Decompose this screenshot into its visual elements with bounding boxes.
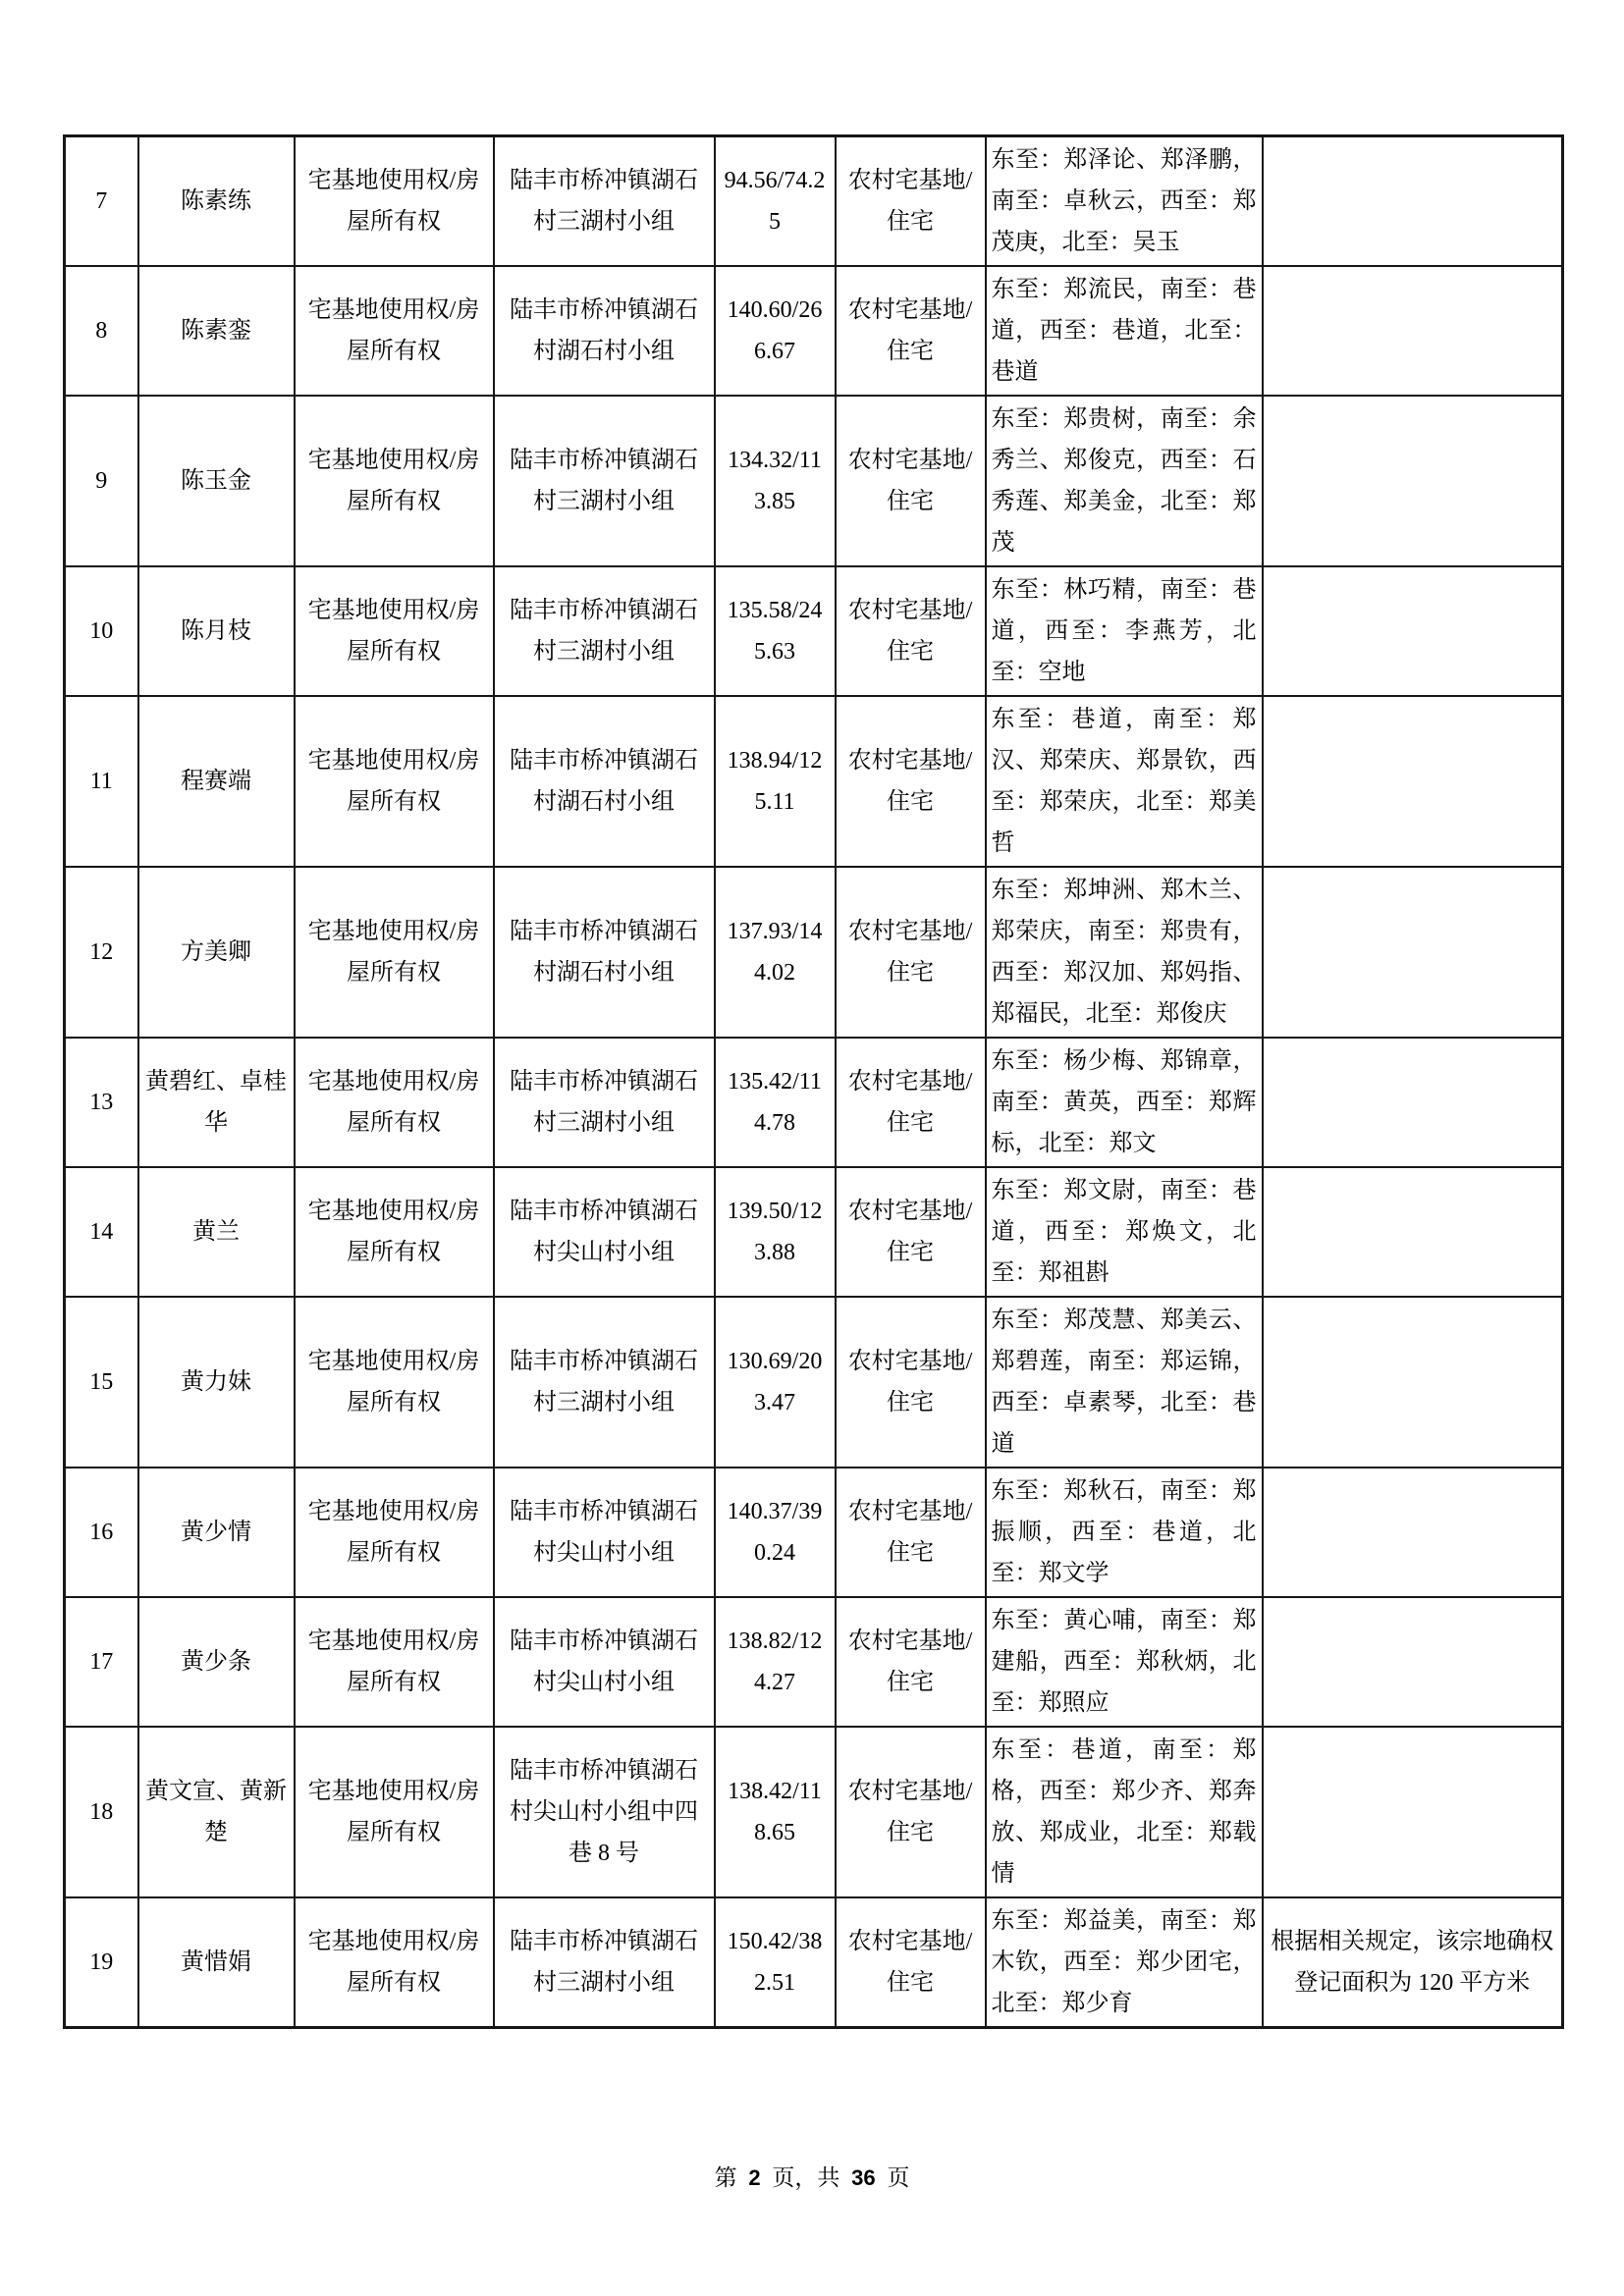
footer-total-pages: 36 [851, 2165, 876, 2190]
table-row [65, 1727, 1563, 1897]
cell-area: 138.94/125.11 [715, 696, 836, 867]
cell-owner-name: 陈月枝 [138, 566, 295, 696]
cell-location: 陆丰市桥冲镇湖石村尖山村小组中四巷 8 号 [494, 1727, 715, 1897]
table-row [65, 566, 1563, 696]
cell-area: 137.93/144.02 [715, 867, 836, 1038]
cell-rights-type: 宅基地使用权/房屋所有权 [295, 1167, 494, 1297]
cell-rights-type: 宅基地使用权/房屋所有权 [295, 1597, 494, 1727]
cell-remark [1263, 566, 1563, 696]
cell-seq: 14 [65, 1167, 138, 1297]
cell-owner-name: 黄兰 [138, 1167, 295, 1297]
cell-seq: 7 [65, 136, 138, 267]
cell-remark [1263, 696, 1563, 867]
cell-area: 138.82/124.27 [715, 1597, 836, 1727]
cell-rights-type: 宅基地使用权/房屋所有权 [295, 566, 494, 696]
cell-location: 陆丰市桥冲镇湖石村三湖村小组 [494, 396, 715, 566]
cell-owner-name: 黄少条 [138, 1597, 295, 1727]
cell-boundaries: 东至：郑贵树，南至：余秀兰、郑俊克，西至：石秀莲、郑美金，北至：郑茂 [986, 396, 1263, 566]
cell-owner-name: 方美卿 [138, 867, 295, 1038]
cell-land-use: 农村宅基地/住宅 [836, 1727, 986, 1897]
table-row [65, 696, 1563, 867]
cell-location: 陆丰市桥冲镇湖石村三湖村小组 [494, 1297, 715, 1468]
cell-area: 139.50/123.88 [715, 1167, 836, 1297]
cell-area: 130.69/203.47 [715, 1297, 836, 1468]
cell-boundaries: 东至：郑文尉，南至：巷道，西至：郑焕文，北至：郑祖斟 [986, 1167, 1263, 1297]
cell-boundaries: 东至：林巧精，南至：巷道，西至：李燕芳，北至：空地 [986, 566, 1263, 696]
table-row [65, 266, 1563, 396]
cell-seq: 9 [65, 396, 138, 566]
cell-seq: 11 [65, 696, 138, 867]
cell-owner-name: 程赛端 [138, 696, 295, 867]
cell-land-use: 农村宅基地/住宅 [836, 696, 986, 867]
cell-boundaries: 东至：郑流民，南至：巷道，西至：巷道，北至：巷道 [986, 266, 1263, 396]
cell-area: 134.32/113.85 [715, 396, 836, 566]
cell-remark [1263, 1038, 1563, 1167]
cell-area: 140.37/390.24 [715, 1468, 836, 1597]
cell-location: 陆丰市桥冲镇湖石村湖石村小组 [494, 266, 715, 396]
cell-seq: 10 [65, 566, 138, 696]
cell-location: 陆丰市桥冲镇湖石村尖山村小组 [494, 1597, 715, 1727]
cell-rights-type: 宅基地使用权/房屋所有权 [295, 867, 494, 1038]
cell-land-use: 农村宅基地/住宅 [836, 1297, 986, 1468]
cell-owner-name: 黄碧红、卓桂华 [138, 1038, 295, 1167]
cell-land-use: 农村宅基地/住宅 [836, 136, 986, 267]
cell-boundaries: 东至：黄心哺，南至：郑建船，西至：郑秋炳，北至：郑照应 [986, 1597, 1263, 1727]
cell-land-use: 农村宅基地/住宅 [836, 396, 986, 566]
cell-remark [1263, 396, 1563, 566]
cell-location: 陆丰市桥冲镇湖石村三湖村小组 [494, 1897, 715, 2028]
cell-seq: 17 [65, 1597, 138, 1727]
cell-rights-type: 宅基地使用权/房屋所有权 [295, 266, 494, 396]
cell-seq: 12 [65, 867, 138, 1038]
cell-boundaries: 东至：杨少梅、郑锦章，南至：黄英，西至：郑辉标，北至：郑文 [986, 1038, 1263, 1167]
cell-land-use: 农村宅基地/住宅 [836, 266, 986, 396]
page-footer [0, 2160, 1624, 2192]
table-row [65, 396, 1563, 566]
cell-land-use: 农村宅基地/住宅 [836, 867, 986, 1038]
cell-boundaries: 东至：郑秋石，南至：郑振顺，西至：巷道，北至：郑文学 [986, 1468, 1263, 1597]
table-row [65, 1897, 1563, 2028]
cell-land-use: 农村宅基地/住宅 [836, 1897, 986, 2028]
cell-rights-type: 宅基地使用权/房屋所有权 [295, 1468, 494, 1597]
cell-remark [1263, 266, 1563, 396]
cell-land-use: 农村宅基地/住宅 [836, 566, 986, 696]
cell-remark [1263, 1727, 1563, 1897]
cell-land-use: 农村宅基地/住宅 [836, 1038, 986, 1167]
table-row [65, 136, 1563, 267]
cell-seq: 8 [65, 266, 138, 396]
cell-owner-name: 陈素銮 [138, 266, 295, 396]
cell-rights-type: 宅基地使用权/房屋所有权 [295, 1727, 494, 1897]
cell-boundaries: 东至：郑坤洲、郑木兰、郑荣庆，南至：郑贵有，西至：郑汉加、郑妈指、郑福民，北至：郑俊庆 [986, 867, 1263, 1038]
cell-rights-type: 宅基地使用权/房屋所有权 [295, 136, 494, 267]
cell-area: 138.42/118.65 [715, 1727, 836, 1897]
table-row [65, 1038, 1563, 1167]
footer-text-prefix: 第 [714, 2165, 737, 2190]
cell-remark [1263, 1468, 1563, 1597]
cell-owner-name: 黄少情 [138, 1468, 295, 1597]
cell-remark [1263, 1597, 1563, 1727]
table-row [65, 1597, 1563, 1727]
cell-owner-name: 黄惜娟 [138, 1897, 295, 2028]
cell-location: 陆丰市桥冲镇湖石村三湖村小组 [494, 566, 715, 696]
cell-area: 140.60/266.67 [715, 266, 836, 396]
cell-remark [1263, 1297, 1563, 1468]
footer-page-number: 2 [748, 2165, 761, 2190]
cell-remark: 根据相关规定，该宗地确权登记面积为 120 平方米 [1263, 1897, 1563, 2028]
cell-location: 陆丰市桥冲镇湖石村湖石村小组 [494, 696, 715, 867]
cell-land-use: 农村宅基地/住宅 [836, 1597, 986, 1727]
cell-boundaries: 东至：郑益美，南至：郑木钦，西至：郑少团宅，北至：郑少育 [986, 1897, 1263, 2028]
table-row [65, 1297, 1563, 1468]
cell-location: 陆丰市桥冲镇湖石村三湖村小组 [494, 1038, 715, 1167]
cell-area: 150.42/382.51 [715, 1897, 836, 2028]
cell-boundaries: 东至：巷道，南至：郑汉、郑荣庆、郑景钦，西至：郑荣庆，北至：郑美哲 [986, 696, 1263, 867]
cell-location: 陆丰市桥冲镇湖石村三湖村小组 [494, 136, 715, 267]
cell-seq: 15 [65, 1297, 138, 1468]
cell-location: 陆丰市桥冲镇湖石村尖山村小组 [494, 1468, 715, 1597]
cell-remark [1263, 1167, 1563, 1297]
cell-rights-type: 宅基地使用权/房屋所有权 [295, 1897, 494, 2028]
cell-rights-type: 宅基地使用权/房屋所有权 [295, 396, 494, 566]
cell-location: 陆丰市桥冲镇湖石村湖石村小组 [494, 867, 715, 1038]
cell-seq: 16 [65, 1468, 138, 1597]
cell-boundaries: 东至：巷道，南至：郑格，西至：郑少齐、郑奔放、郑成业，北至：郑载情 [986, 1727, 1263, 1897]
cell-seq: 18 [65, 1727, 138, 1897]
cell-location: 陆丰市桥冲镇湖石村尖山村小组 [494, 1167, 715, 1297]
cell-rights-type: 宅基地使用权/房屋所有权 [295, 696, 494, 867]
cell-boundaries: 东至：郑泽论、郑泽鹏，南至：卓秋云，西至：郑茂庚，北至：吴玉 [986, 136, 1263, 267]
cell-area: 94.56/74.25 [715, 136, 836, 267]
cell-seq: 13 [65, 1038, 138, 1167]
cell-remark [1263, 867, 1563, 1038]
cell-remark [1263, 136, 1563, 267]
cell-land-use: 农村宅基地/住宅 [836, 1468, 986, 1597]
footer-text-suffix: 页 [887, 2165, 910, 2190]
cell-owner-name: 陈素练 [138, 136, 295, 267]
table-row [65, 1167, 1563, 1297]
cell-land-use: 农村宅基地/住宅 [836, 1167, 986, 1297]
cell-owner-name: 黄文宣、黄新楚 [138, 1727, 295, 1897]
table-row [65, 867, 1563, 1038]
cell-rights-type: 宅基地使用权/房屋所有权 [295, 1038, 494, 1167]
cell-area: 135.58/245.63 [715, 566, 836, 696]
cell-rights-type: 宅基地使用权/房屋所有权 [295, 1297, 494, 1468]
cell-owner-name: 陈玉金 [138, 396, 295, 566]
cell-owner-name: 黄力妹 [138, 1297, 295, 1468]
cell-seq: 19 [65, 1897, 138, 2028]
footer-text-middle: 页，共 [772, 2165, 840, 2190]
cell-boundaries: 东至：郑茂慧、郑美云、郑碧莲，南至：郑运锦，西至：卓素琴，北至：巷道 [986, 1297, 1263, 1468]
table-row [65, 1468, 1563, 1597]
land-rights-table [63, 134, 1564, 2029]
cell-area: 135.42/114.78 [715, 1038, 836, 1167]
